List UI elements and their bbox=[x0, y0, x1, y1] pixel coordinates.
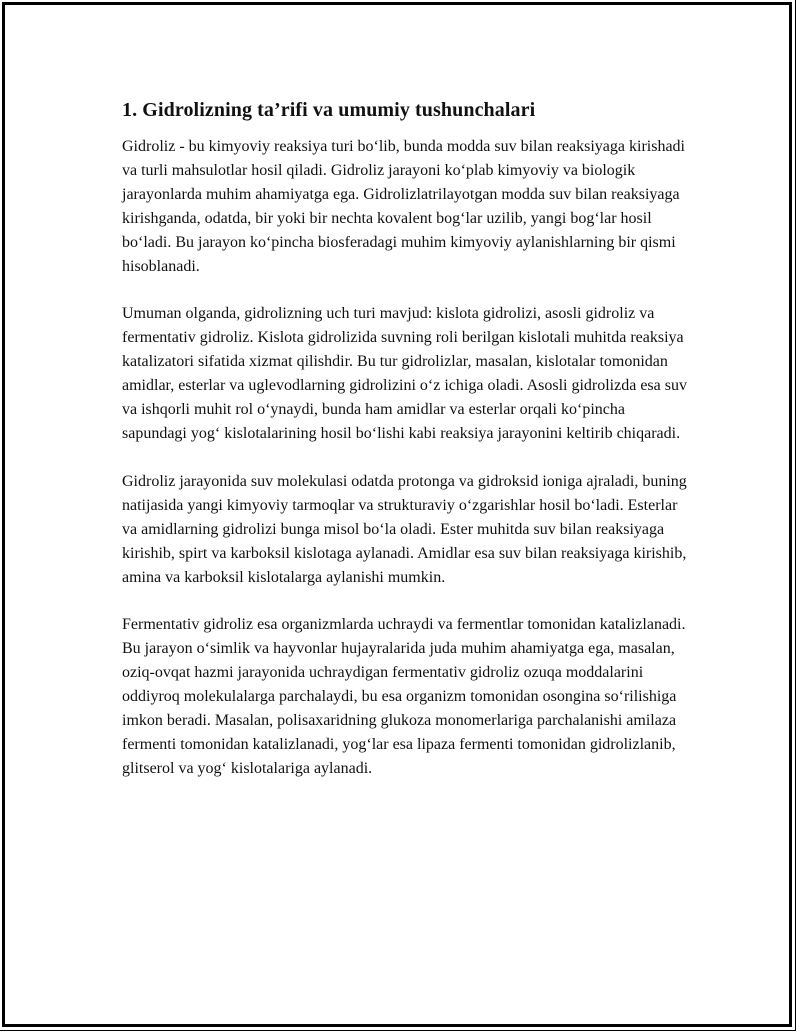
document-body bbox=[122, 97, 688, 805]
paragraph-enzymatic: Fermentativ gidroliz esa organizmlarda uchraydi va fermentlar tomonidan katalizlanadi. Bu jarayon oʻsimlik va hayvonlar hujayralarida juda muhim ahamiyatga ega, masalan, oziq-ovqat hazmi jarayonida uchraydigan fermentativ gidroliz ozuqa moddalarini oddiyroq molekulalarga parchalaydi, bu esa organizm tomonidan osongina soʻrilishiga imkon beradi. Masalan, polisaxaridning glukoza monomerlariga parchalanishi amilaza fermenti tomonidan katalizlanadi, yogʻlar esa lipaza fermenti tomonidan gidrolizlanib, glitserol va yogʻ kislotalariga aylanadi. bbox=[122, 616, 686, 777]
page-frame bbox=[2, 2, 792, 1027]
paragraph-definition: Gidroliz - bu kimyoviy reaksiya turi boʻlib, bunda modda suv bilan reaksiyaga kirishadi va turli mahsulotlar hosil qiladi. Gidroliz jarayoni koʻplab kimyoviy va biologik jarayonlarda muhim ahamiyatga ega. Gidrolizlatrilayotgan modda suv bilan reaksiyaga kirishganda, odatda, bir yoki bir nechta kovalent bogʻlar uzilib, yangi bogʻlar hosil boʻladi. Bu jarayon koʻpincha biosferadagi muhim kimyoviy aylanishlarning bir qismi hisoblanadi. bbox=[122, 138, 685, 275]
section-heading: 1. Gidrolizning ta’rifi va umumiy tushunchalari bbox=[122, 99, 536, 121]
paragraph-types: Umuman olganda, gidrolizning uch turi mavjud: kislota gidrolizi, asosli gidroliz va fermentativ gidroliz. Kislota gidrolizida suvning roli berilgan kislotali muhitda reaksiya katalizatori sifatida xizmat qilishdir. Bu tur gidrolizlar, masalan, kislotalar tomonidan amidlar, esterlar va uglevodlarning gidrolizini oʻz ichiga oladi. Asosli gidrolizda esa suv va ishqorli muhit rol oʻynaydi, bunda ham amidlar va esterlar orqali koʻpincha sapundagi yogʻ kislotalarining hosil boʻlishi kabi reaksiya jarayonini keltirib chiqaradi. bbox=[122, 305, 687, 442]
paragraph-mechanism: Gidroliz jarayonida suv molekulasi odatda protonga va gidroksid ioniga ajraladi, buning natijasida yangi kimyoviy tarmoqlar va strukturaviy oʻzgarishlar hosil boʻladi. Esterlar va amidlarning gidrolizi bunga misol boʻla oladi. Ester muhitda suv bilan reaksiyaga kirishib, spirt va karboksil kislotaga aylanadi. Amidlar esa suv bilan reaksiyaga kirishib, amina va karboksil kislotalarga aylanishi mumkin. bbox=[122, 472, 687, 586]
